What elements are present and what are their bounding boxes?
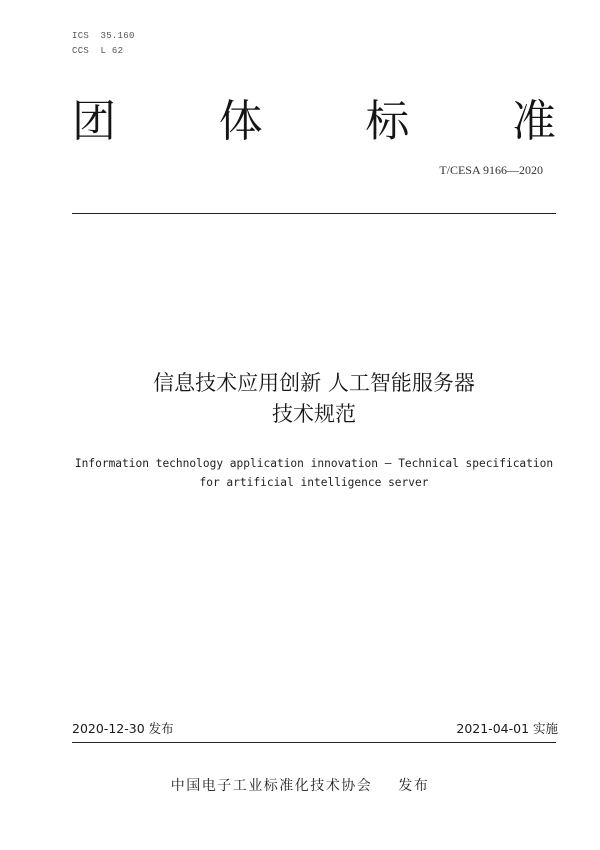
english-title (50, 454, 578, 492)
english-title-line: for artificial intelligence server (199, 476, 429, 489)
english-title-line: Information technology application innovation – Technical specification (74, 457, 554, 470)
bottom-divider (72, 742, 556, 743)
issue-date: 2020-12-30 发布 (72, 721, 174, 736)
classification-codes (72, 29, 135, 59)
chinese-title (60, 368, 568, 430)
effective-date: 2021-04-01 实施 (456, 721, 558, 736)
banner-char: 标 (365, 96, 410, 147)
top-divider (72, 213, 556, 214)
publisher-name: 中国电子工业标准化技术协会 (170, 778, 373, 794)
chinese-title-line: 技术规范 (272, 402, 356, 426)
chinese-title-line: 信息技术应用创新 人工智能服务器 (153, 371, 475, 395)
banner-char: 准 (511, 96, 556, 147)
ics-code: ICS 35.160 (72, 31, 135, 41)
banner-char: 团 (72, 96, 116, 147)
standard-type-banner (72, 92, 556, 152)
document-number: T/CESA 9166—2020 (439, 163, 543, 177)
ccs-code: CCS L 62 (72, 46, 124, 56)
publish-action: 发布 (398, 778, 430, 794)
publisher-line (0, 775, 600, 795)
banner-char: 体 (218, 96, 263, 147)
